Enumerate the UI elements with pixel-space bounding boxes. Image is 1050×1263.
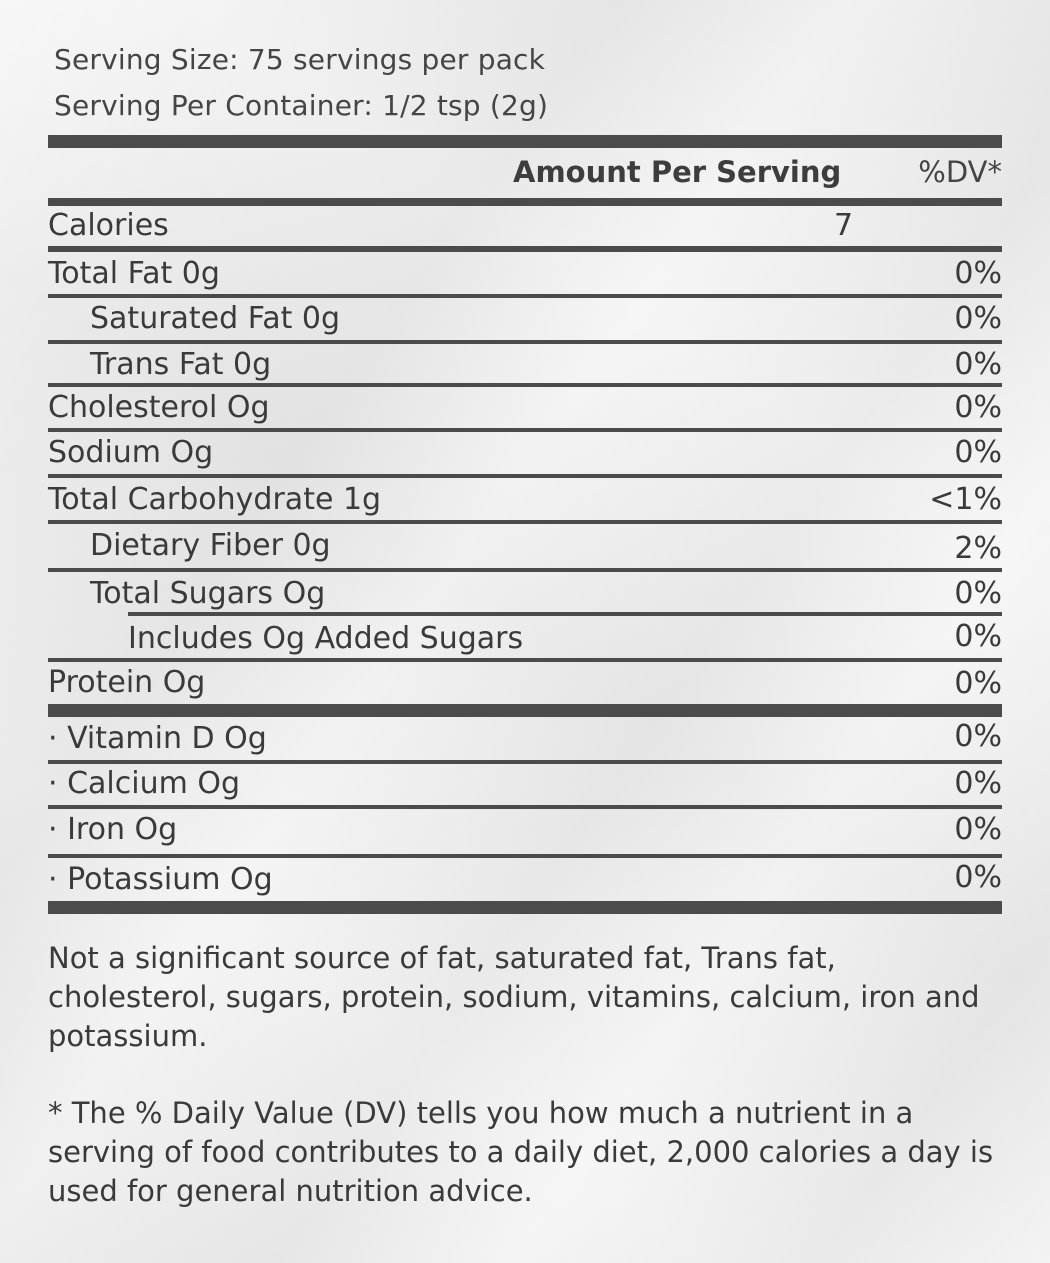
calories-rule xyxy=(48,246,1002,252)
serving-size: Serving Size: 75 servings per pack xyxy=(54,43,546,76)
vitamin-dv-vitamin-d: 0% xyxy=(954,719,1002,754)
nutrient-label-cholesterol: Cholesterol Og xyxy=(48,390,270,425)
nutrient-dv-added-sugars: 0% xyxy=(954,619,1002,654)
row-divider xyxy=(48,383,1002,387)
nutrient-label-trans-fat: Trans Fat 0g xyxy=(90,347,272,382)
daily-value-heading: %DV* xyxy=(918,155,1002,189)
nutrient-label-added-sugars: Includes Og Added Sugars xyxy=(128,621,524,656)
vitamin-label-vitamin-d: · Vitamin D Og xyxy=(48,721,267,756)
nutrient-dv-saturated-fat: 0% xyxy=(954,301,1002,336)
nutrient-label-dietary-fiber: Dietary Fiber 0g xyxy=(90,528,331,563)
vitamin-label-calcium: · Calcium Og xyxy=(48,766,240,801)
row-divider xyxy=(48,568,1002,572)
row-divider xyxy=(48,805,1002,809)
nutrient-dv-sodium: 0% xyxy=(954,435,1002,470)
row-divider xyxy=(48,340,1002,344)
vitamin-dv-calcium: 0% xyxy=(954,766,1002,801)
nutrient-dv-trans-fat: 0% xyxy=(954,347,1002,382)
nutrient-dv-cholesterol: 0% xyxy=(954,390,1002,425)
calories-label: Calories xyxy=(48,208,169,243)
nutrient-label-protein: Protein Og xyxy=(48,665,206,700)
nutrient-dv-dietary-fiber: 2% xyxy=(954,531,1002,566)
servings-per-container: Serving Per Container: 1/2 tsp (2g) xyxy=(54,89,549,122)
row-divider xyxy=(128,612,1002,616)
daily-value-footnote: * The % Daily Value (DV) tells you how much a nutrient in a serving of food contributes to a daily diet, 2,000 calories a day is used for general nutrition advice. xyxy=(48,1096,994,1208)
row-divider xyxy=(48,658,1002,662)
nutrient-label-total-carbohydrate: Total Carbohydrate 1g xyxy=(48,482,382,517)
row-divider xyxy=(48,854,1002,858)
vitamin-label-iron: · Iron Og xyxy=(48,812,178,847)
nutrient-dv-total-fat: 0% xyxy=(954,256,1002,291)
row-divider xyxy=(48,520,1002,524)
nutrient-dv-protein: 0% xyxy=(954,666,1002,701)
significance-note: Not a significant source of fat, saturated fat, Trans fat, cholesterol, sugars, protein, sodium, vitamins, calcium, iron and potassium. xyxy=(48,941,980,1053)
row-divider xyxy=(48,428,1002,432)
nutrient-label-sodium: Sodium Og xyxy=(48,435,214,470)
vitamin-dv-potassium: 0% xyxy=(954,860,1002,895)
nutrient-dv-total-sugars: 0% xyxy=(954,576,1002,611)
calories-value: 7 xyxy=(834,208,854,243)
protein-rule xyxy=(48,704,1002,717)
vitamin-label-potassium: · Potassium Og xyxy=(48,862,273,897)
nutrient-dv-total-carbohydrate: <1% xyxy=(929,482,1002,517)
nutrient-label-total-fat: Total Fat 0g xyxy=(48,256,220,291)
top-rule xyxy=(48,135,1002,148)
nutrient-label-saturated-fat: Saturated Fat 0g xyxy=(90,301,341,336)
bottom-rule xyxy=(48,901,1002,914)
header-rule xyxy=(48,198,1002,206)
row-divider xyxy=(48,760,1002,764)
nutrient-label-total-sugars: Total Sugars Og xyxy=(90,576,326,611)
row-divider xyxy=(48,294,1002,298)
row-divider xyxy=(48,474,1002,478)
amount-per-serving-heading: Amount Per Serving xyxy=(513,155,842,189)
vitamin-dv-iron: 0% xyxy=(954,812,1002,847)
